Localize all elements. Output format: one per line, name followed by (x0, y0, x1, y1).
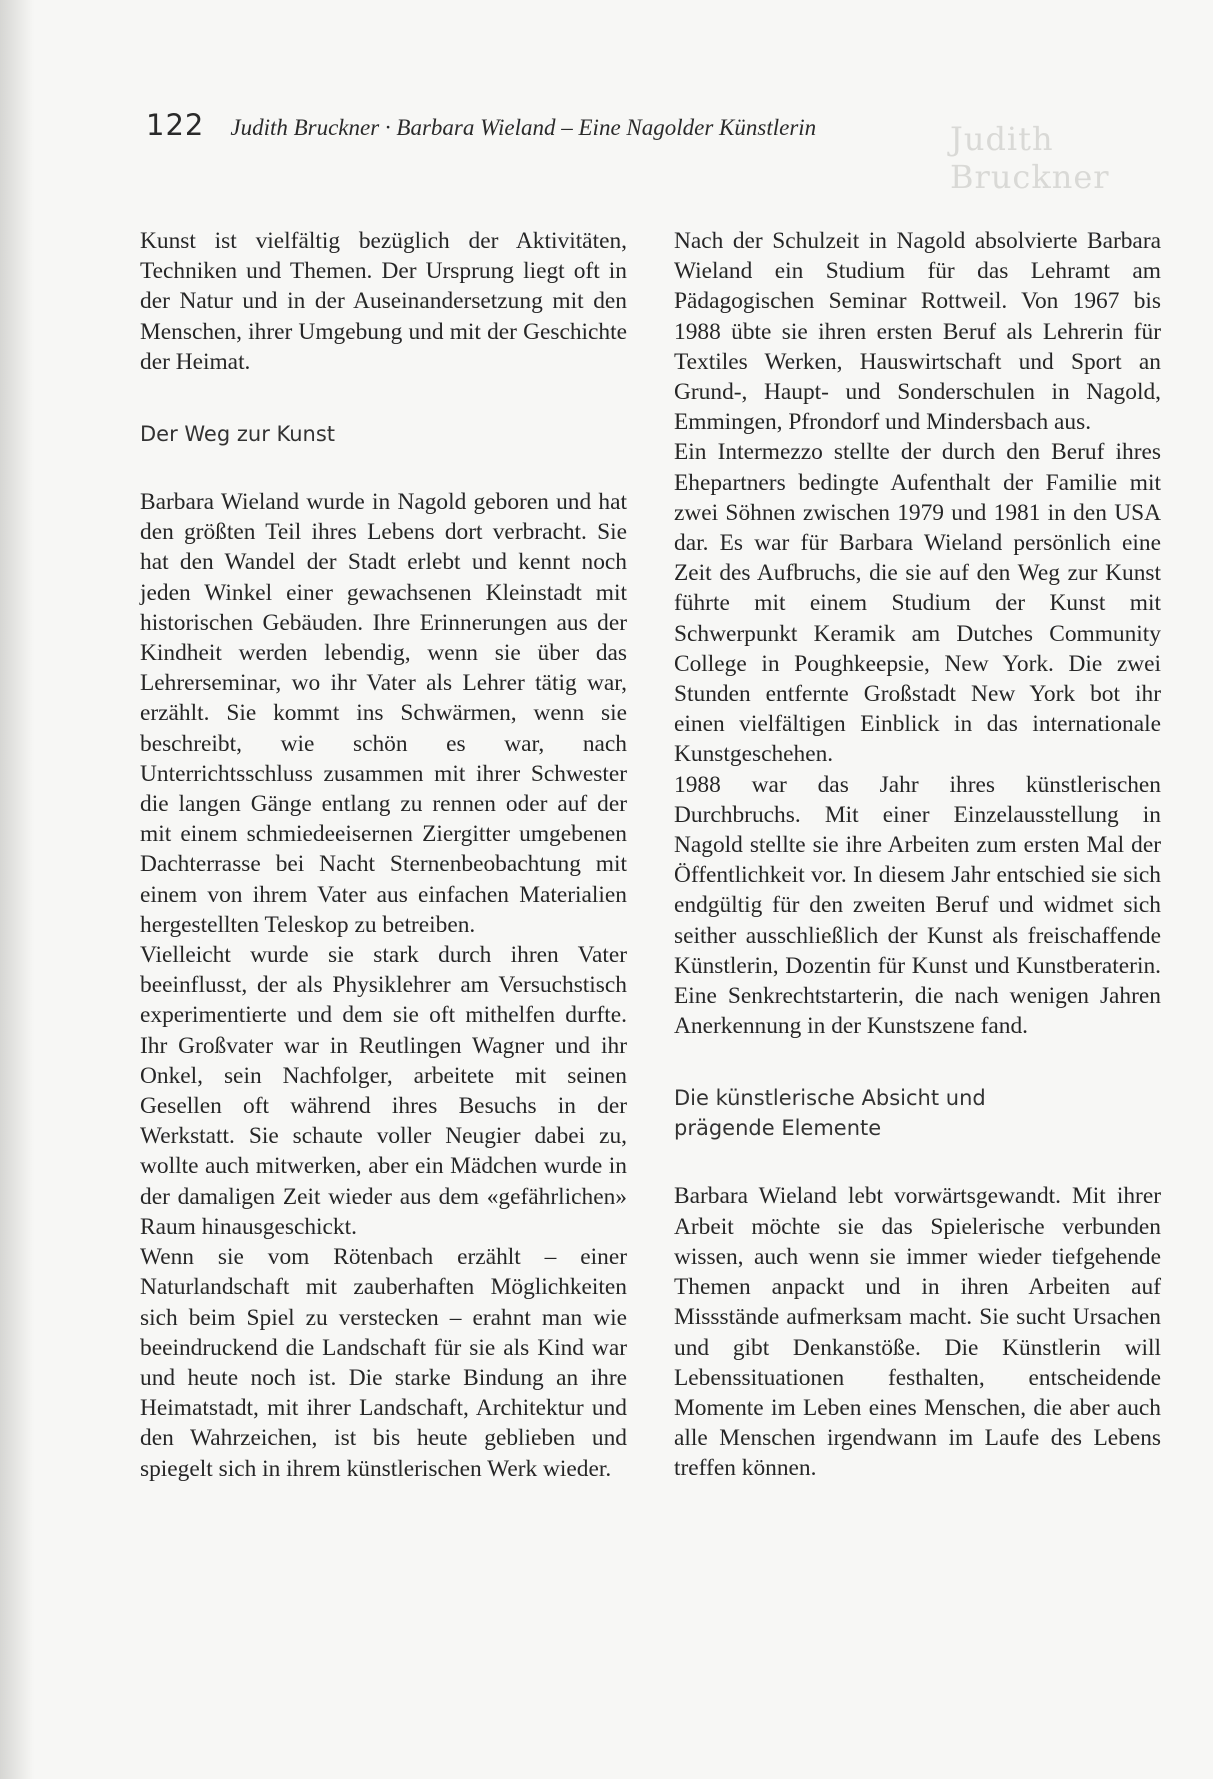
gutter-shadow (0, 0, 34, 1779)
body-paragraph: Ein Intermezzo stellte der durch den Beruf ihres Ehepartners bedingte Aufenthalt der Familie mit zwei Söhnen zwischen 1979 und 1981 in den USA dar. Es war für Barbara Wieland persönlich eine Zeit des Aufbruchs, die sie auf den Weg zur Kunst führte mit einem Studium der Kunst mit Schwerpunkt Keramik am Dutches Community College in Poughkeepsie, New York. Die zwei Stunden entfernte Großstadt New York bot ihr einen vielfältigen Einblick in das internationale Kunstgeschehen. (674, 439, 1161, 768)
heading-line: Die künstlerische Absicht und (674, 1086, 986, 1111)
section-heading-kuenstlerische-absicht (674, 1083, 1161, 1143)
page-header (146, 108, 816, 142)
intro-paragraph: Kunst ist vielfältig bezüglich der Aktivitäten, Techniken und Themen. Der Ursprung liegt oft in der Natur und in der Auseinandersetzung mit den Menschen, ihrer Umgebung und mit der Geschichte der Heimat. (140, 228, 627, 375)
body-paragraph: Vielleicht wurde sie stark durch ihren Vater beeinflusst, der als Physiklehrer am Versuchstisch experimentierte und dem sie oft mithelfen durfte. Ihr Großvater war in Reutlingen Wagner und ihr Onkel, sein Nachfolger, arbeitete mit seinen Gesellen oft während ihres Besuchs in der Werkstatt. Sie schaute voller Neugier dabei zu, wollte auch mitwerken, aber ein Mädchen wurde in der damaligen Zeit wieder aus dem «gefährlichen» Raum hinausgeschickt. (140, 942, 627, 1240)
body-paragraph: 1988 war das Jahr ihres künstlerischen Durchbruchs. Mit einer Einzelausstellung in Nagold stellte sie ihre Arbeiten zum ersten Mal der Öffentlichkeit vor. In diesem Jahr entschied sie sich endgültig für den zweiten Beruf und widmet sich seither ausschließlich der Kunst als freischaffende Künstlerin, Dozentin für Kunst und Kunstberaterin. Eine Senkrechtstarterin, die nach wenigen Jahren Anerkennung in der Kunstszene fand. (674, 771, 1161, 1040)
body-paragraph: Barbara Wieland lebt vorwärtsgewandt. Mit ihrer Arbeit möchte sie das Spielerische verbunden wissen, auch wenn sie immer wieder tiefgehende Themen anpackt und in ihren Arbeiten auf Missstände aufmerksam macht. Sie sucht Ursachen und gibt Denkanstöße. Die Künstlerin will Lebenssituationen festhalten, entscheidende Momente im Leben eines Menschen, die aber auch alle Menschen irgendwann im Laufe des Lebens treffen können. (674, 1183, 1161, 1482)
running-head: Judith Bruckner · Barbara Wieland – Eine Nagolder Künstlerin (230, 115, 817, 140)
section-heading-weg-zur-kunst: Der Weg zur Kunst (140, 422, 336, 447)
heading-line: prägende Elemente (674, 1116, 882, 1141)
right-column (674, 226, 1161, 1484)
bleed-through-text: Judith Bruckner (950, 120, 1110, 196)
body-paragraph: Nach der Schulzeit in Nagold absolvierte Barbara Wieland ein Studium für das Lehramt am Pädagogischen Seminar Rottweil. Von 1967 bis 1988 übte sie ihren ersten Beruf als Lehrerin für Textiles Werken, Hauswirtschaft und Sport an Grund-, Haupt- und Sonderschulen in Nagold, Emmingen, Pfrondorf und Mindersbach aus. (674, 228, 1161, 436)
page-number: 122 (146, 108, 205, 142)
left-column (140, 226, 627, 1484)
body-paragraph: Wenn sie vom Rötenbach erzählt – einer Naturlandschaft mit zauberhaften Möglichkeiten sich beim Spiel zu verstecken – erahnt man wie beeindruckend die Landschaft für sie als Kind war und heute noch ist. Die starke Bindung an ihre Heimatstadt, mit ihrer Landschaft, Architektur und den Wahrzeichen, ist bis heute geblieben und spiegelt sich in ihrem künstlerischen Werk wieder. (140, 1244, 627, 1482)
body-paragraph: Barbara Wieland wurde in Nagold geboren und hat den größten Teil ihres Lebens dort verbracht. Sie hat den Wandel der Stadt erlebt und kennt noch jeden Winkel einer gewachsenen Kleinstadt mit historischen Gebäuden. Ihre Erinnerungen aus der Kindheit werden lebendig, wenn sie über das Lehrerseminar, wo ihr Vater als Lehrer tätig war, erzählt. Sie kommt ins Schwärmen, wenn sie beschreibt, wie schön es war, nach Unterrichtsschluss zusammen mit ihrer Schwester die langen Gänge entlang zu rennen oder auf der mit einem schmiedeeisernen Ziergitter umgebenen Dachterrasse bei Nacht Sternenbeobachtung mit einem von ihrem Vater aus einfachen Materialien hergestellten Teleskop zu betreiben. (140, 489, 627, 938)
